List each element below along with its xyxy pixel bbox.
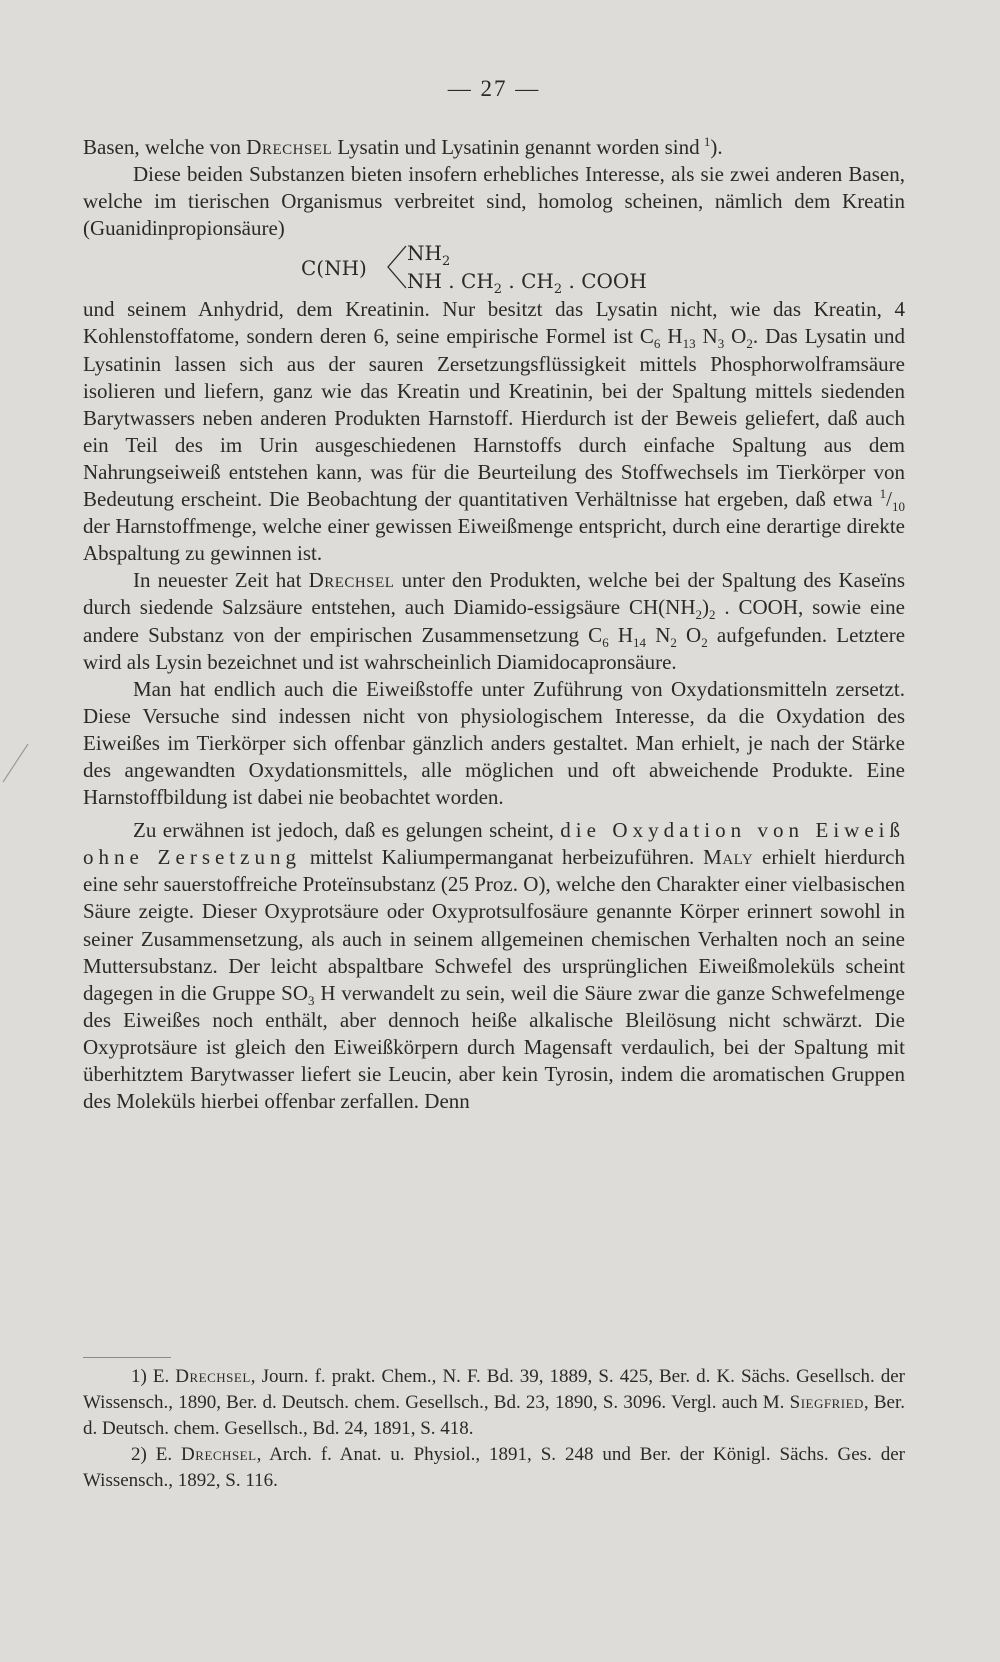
paragraph-6: Zu erwähnen ist jedoch, daß es gelungen scheint, die Oxydation von Eiweiß ohne Zersetzung mittelst Kaliumpermanganat herbeizuführen. Maly erhielt hierdurch eine sehr sauerstoffreiche Proteïnsubstanz (25 Proz. O), welche den Charakter einer vielbasischen Säure zeigte. Dieser Oxyprotsäure oder Oxyprotsulfosäure genannte Körper erinnert sowohl in seiner Zusammensetzung, als auch in seinem allgemeinen chemischen Verhalten noch an seine Muttersubstanz. Der leicht abspaltbare Schwefel des ursprünglichen Eiweißmoleküls scheint dagegen in die Gruppe $SO_3$ H verwandelt zu sein, weil die Säure zwar die ganze Schwefelmenge des Eiweißes noch enthält, aber dennoch heiße alkalische Bleilösung nicht schwärzt. Die Oxyprotsäure ist gleich den Eiweißkörpern durch Magensaft verdaulich, bei der Spaltung mit überhitztem Barytwasser liefert sie Leucin, aber kein Tyrosin, indem die aromatischen Gruppen des Moleküls hierbei offenbar zerfallen. Denn bbox=[83, 818, 905, 1114]
paragraph-4: In neuester Zeit hat Drechsel unter den Produkten, welche bei der Spaltung des Kaseïns durch siedende Salzsäure entstehen, auch Diamido-essigsäure $CH(NH_2)_2$ . COOH, sowie eine andere Substanz von der empirischen Zusammensetzung $C_6$ $H_{14}$ $N_2$ $O_2$ aufgefunden. Letztere wird als Lysin bezeichnet und ist wahrscheinlich Diamidocapronsäure. bbox=[83, 568, 906, 674]
footnote-rule bbox=[83, 1357, 171, 1358]
kreatin-formula bbox=[83, 242, 905, 296]
formula-bottom-branch: NH . $CH_2$ . $CH_2$ . COOH bbox=[407, 269, 647, 298]
book-page bbox=[83, 0, 905, 1662]
footnote-2: 2) E. Drechsel, Arch. f. Anat. u. Physiol., 1891, S. 248 und Ber. der Königl. Sächs. Ges. der Wissensch., 1892, S. 116. bbox=[83, 1444, 905, 1491]
author-name: Drechsel bbox=[246, 135, 333, 159]
body-text bbox=[83, 134, 905, 1115]
formula-bracket bbox=[386, 244, 408, 290]
footnotes bbox=[83, 1364, 905, 1494]
paragraph-5: Man hat endlich auch die Eiweißstoffe unter Zuführung von Oxydationsmitteln zersetzt. Diese Versuche sind indessen nicht von physiologischem Interesse, da die Oxydation des Eiweißes im Tierkörper sich offenbar gänzlich anders gestaltet. Man erhielt, je nach der Stärke des angewandten Oxydationsmittels, alle möglichen und oft abweichende Produkte. Eine Harnstoffbildung ist dabei nie beobachtet worden. bbox=[83, 676, 905, 810]
formula-top-branch: $NH_2$ bbox=[407, 241, 451, 270]
page-number: — 27 — bbox=[447, 76, 541, 101]
formula-lhs: C(NH) bbox=[301, 256, 367, 281]
margin-pencil-mark bbox=[0, 742, 30, 784]
footnote-1: 1) E. Drechsel, Journ. f. prakt. Chem., N. F. Bd. 39, 1889, S. 425, Ber. d. K. Sächs. Gesellsch. der Wissensch., 1890, Ber. d. Deutsch. chem. Gesellsch., Bd. 23, 1890, S. 3096. Vergl. auch M. Siegfried, Ber. d. Deutsch. chem. Gesellsch., Bd. 24, 1891, S. 418. bbox=[83, 1366, 906, 1439]
author-name: Maly bbox=[703, 845, 754, 870]
paragraph-1: Basen, welche von Drechsel Lysatin und Lysatinin genannt worden sind $^1$). bbox=[83, 134, 723, 159]
paragraph-3: und seinem Anhydrid, dem Kreatinin. Nur besitzt das Lysatin nicht, wie das Kreatin, 4 Kohlenstoffatome, sondern deren 6, seine empirische Formel ist $C_6$ $H_{13}$ $N_3$ $O_2$. Das Lysatin und Lysatinin lassen sich aus der sauren Zersetzungsflüssigkeit mittels Phosphorwolframsäure isolieren und liefern, ganz wie das Kreatin und Kreatinin, bei der Spaltung mittels siedenden Barytwassers neben anderen Produkten Harnstoff. Hierdurch ist der Beweis geliefert, daß auch ein Teil des im Urin ausgeschiedenen Harnstoffs durch einfache Spaltung aus dem Nahrungseiweiß entstehen kann, was für die Beurteilung des Stoffwechsels im Tierkörper von Bedeutung erscheint. Die Beobachtung der quantitativen Verhältnisse hat ergeben, daß etwa $^1/_{10}$ der Harnstoffmenge, welche einer gewissen Eiweißmenge entspricht, durch eine derartige direkte Abspaltung zu gewinnen ist. bbox=[83, 297, 905, 566]
spaced-emphasis: die Oxydation von Eiweiß ohne Zersetzung bbox=[83, 818, 905, 870]
footnote-ref: 1 bbox=[703, 134, 711, 149]
paragraph-2: Diese beiden Substanzen bieten insofern erhebliches Interesse, als sie zwei anderen Basen, welche im tierischen Organismus verbreitet sind, homolog scheinen, nämlich dem Kreatin (Guanidinpropionsäure) bbox=[83, 162, 905, 241]
author-name: Drechsel bbox=[308, 568, 395, 593]
